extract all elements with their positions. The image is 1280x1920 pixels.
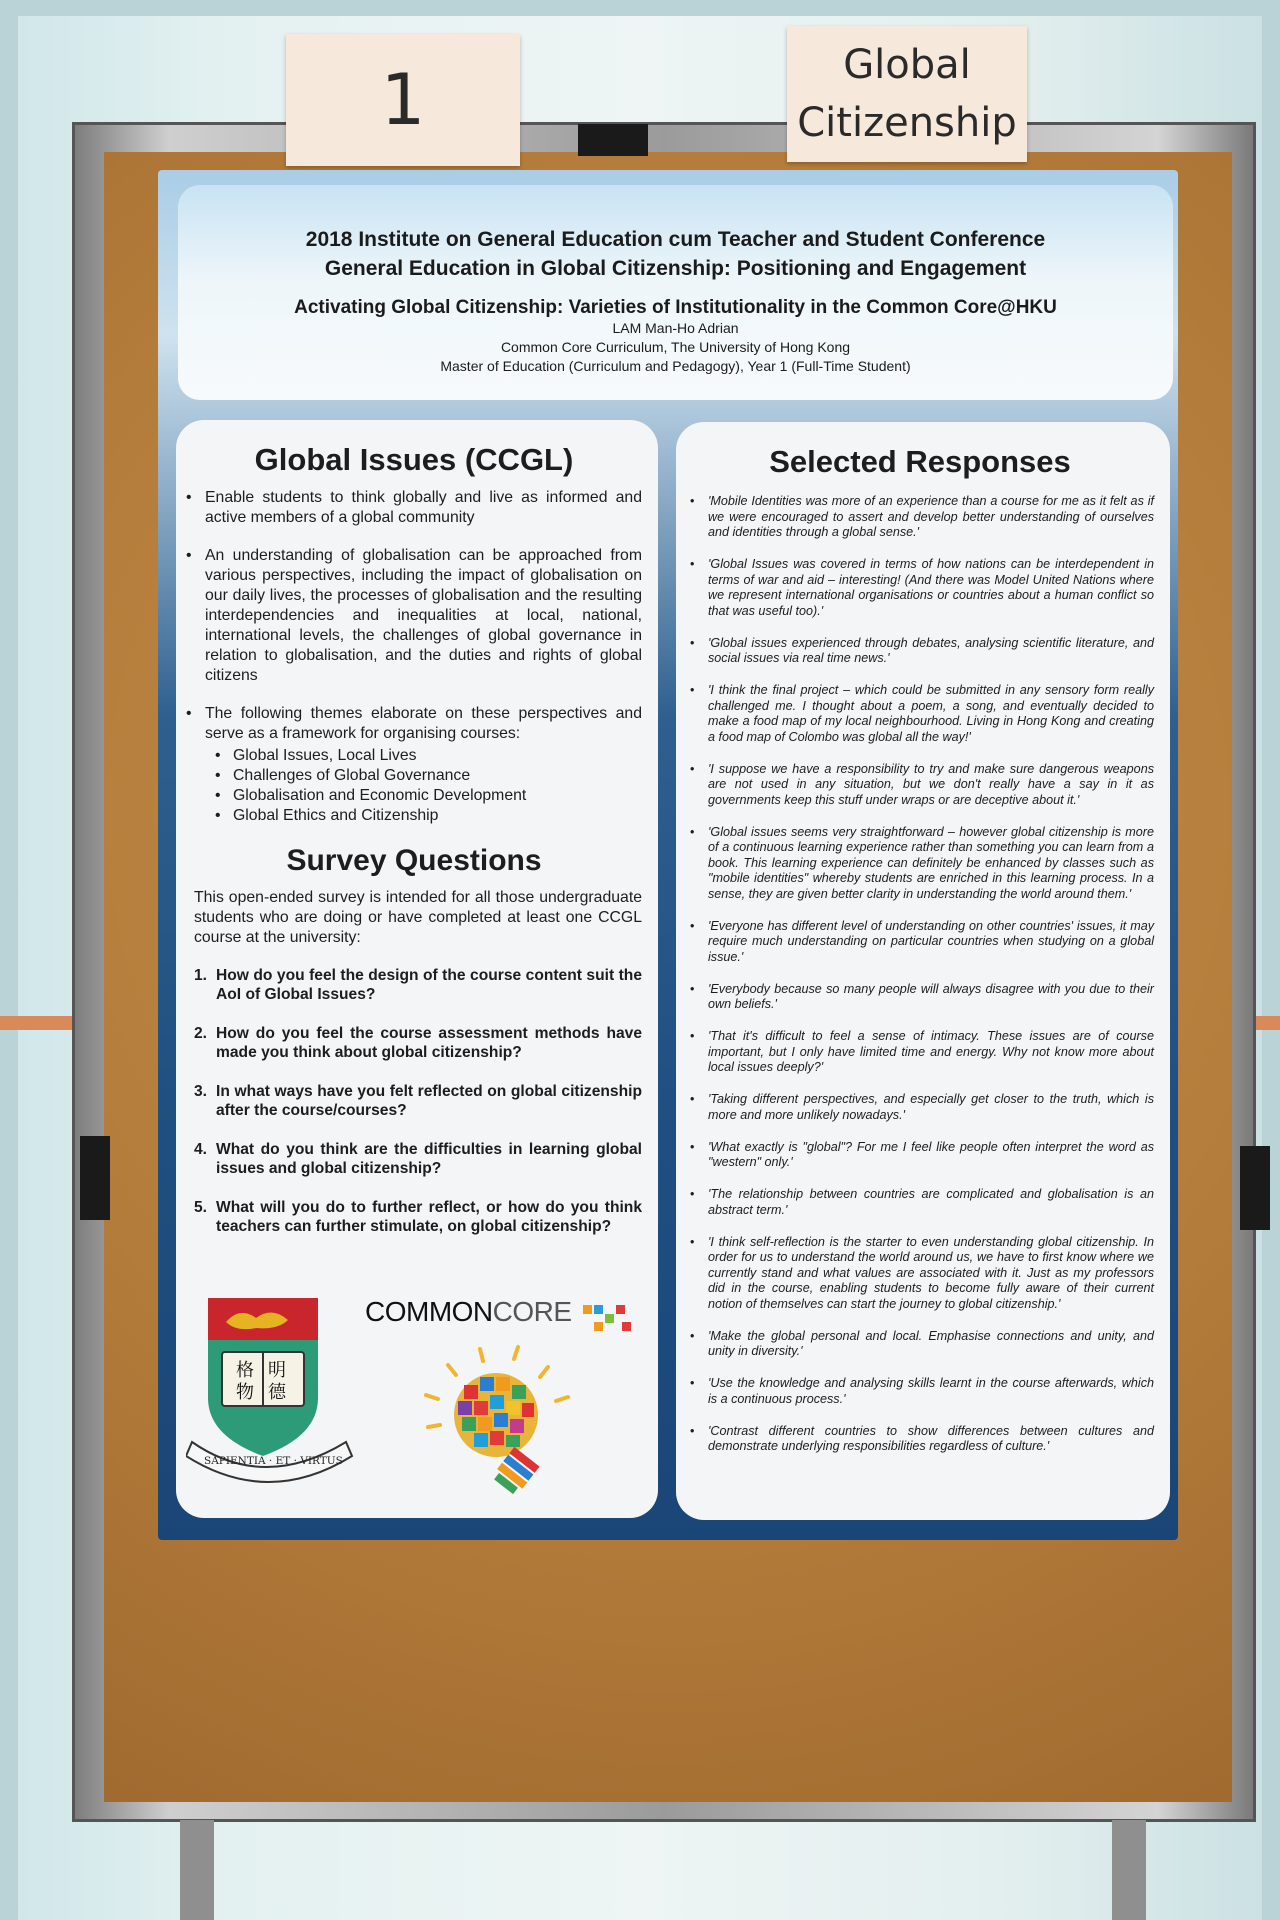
lightbulb-illustration-icon	[418, 1345, 578, 1505]
survey-question: 2. How do you feel the course assessment methods have made you think about global citizenship?	[194, 1025, 642, 1061]
crest-char: 德	[268, 1382, 286, 1403]
response-item: • 'Use the knowledge and analysing skills learnt in the course afterwards, which is a continuous process.'	[686, 1376, 1154, 1407]
response-item: • 'I think the final project – which could be submitted in any sensory form really challenged me. I thought about a poem, a song, and eventually decided to make a food map of my local neighbourhood. Living in Hong Kong and creating a food map of Colombo was global all the way!'	[686, 683, 1154, 745]
author-programme: Master of Education (Curriculum and Pedagogy), Year 1 (Full-Time Student)	[440, 358, 911, 374]
global-issues-bullet: • Enable students to think globally and live as informed and active members of a global community	[186, 488, 642, 528]
commoncore-logo: COMMONCORE	[365, 1296, 572, 1327]
response-item: • 'Taking different perspectives, and especially get closer to the truth, which is more and more unlikely nowadays.'	[686, 1092, 1154, 1123]
response-item: • 'The relationship between countries are complicated and globalisation is an abstract term.'	[686, 1187, 1154, 1218]
themes-list	[205, 746, 642, 826]
response-item: • 'That it's difficult to feel a sense of intimacy. These issues are of course important, but I only have limited time and energy. Why not know more about local issues deeply?'	[686, 1029, 1154, 1076]
board-leg-right	[1112, 1820, 1146, 1920]
conference-title-line1: 2018 Institute on General Education cum Teacher and Student Conference	[305, 228, 1046, 251]
survey-heading: Survey Questions	[286, 844, 542, 877]
window-mullion-right	[1262, 0, 1280, 1920]
handrail-left	[0, 1016, 80, 1030]
poster-number-tag: 1	[286, 34, 520, 166]
crest-char: 明	[268, 1360, 286, 1381]
theme-item: • Global Issues, Local Lives	[205, 746, 642, 766]
right-panel	[676, 422, 1170, 1520]
board-clip-top	[578, 124, 648, 156]
category-tag-line1: Global	[843, 42, 971, 88]
global-issues-heading: Global Issues (CCGL)	[254, 442, 574, 477]
response-item: • 'Global issues experienced through debates, analysing scientific literature, and social issues via real time news.'	[686, 636, 1154, 667]
hku-crest-icon	[186, 1292, 366, 1492]
window-mullion-left	[0, 0, 18, 1920]
responses-list	[686, 494, 1154, 1455]
global-issues-bullet	[186, 704, 642, 826]
response-item: • 'Everybody because so many people will always disagree with you due to their own beliefs.'	[686, 982, 1154, 1013]
survey-question-list	[186, 966, 642, 1236]
response-item: • 'Contrast different countries to show differences between cultures and demonstrate underlying responsibilities regardless of culture.'	[686, 1424, 1154, 1455]
author-affiliation: Common Core Curriculum, The University of Hong Kong	[500, 339, 851, 355]
survey-intro: This open-ended survey is intended for all those undergraduate students who are doing or have completed at least one CCGL course at the university:	[194, 889, 642, 946]
theme-item: • Globalisation and Economic Development	[205, 786, 642, 806]
poster-header	[178, 185, 1173, 400]
response-item: • 'What exactly is "global"? For me I feel like people often interpret the word as "western" only.'	[686, 1140, 1154, 1171]
board-clip-left	[80, 1136, 110, 1220]
category-tag	[787, 26, 1027, 162]
category-tag-line2: Citizenship	[797, 100, 1017, 146]
response-item: • 'I suppose we have a responsibility to try and make sure dangerous weapons are not used in any situation, but we don't really have a say in it as governments keep this stuff under wraps or are deceptive about it.'	[686, 762, 1154, 809]
theme-item: • Challenges of Global Governance	[205, 766, 642, 786]
survey-question: 1. How do you feel the design of the course content suit the AoI of Global Issues?	[194, 967, 642, 1003]
survey-question: 4. What do you think are the difficulties in learning global issues and global citizenship?	[194, 1141, 642, 1177]
response-item: • 'Make the global personal and local. Emphasise connections and unity, and unity in diversity.'	[686, 1329, 1154, 1360]
survey-question: 3. In what ways have you felt reflected on global citizenship after the course/courses?	[194, 1083, 642, 1119]
poster-title: Activating Global Citizenship: Varieties of Institutionality in the Common Core@HKU	[294, 297, 1057, 318]
survey-question: 5. What will you do to further reflect, or how do you think teachers can further stimulate, on global citizenship?	[194, 1199, 642, 1235]
response-item: • 'Mobile Identities was more of an experience than a course for me as it felt as if we were encouraged to assert and develop better understanding of ourselves and identities through a global sense.'	[686, 494, 1154, 541]
response-item: • 'Global Issues was covered in terms of how nations can be interdependent in terms of war and aid – interesting! (And there was Model United Nations where we represent international organisations or countries about a human conflict so that was useful too).'	[686, 557, 1154, 619]
crest-char: 物	[236, 1382, 254, 1403]
conference-title-line2: General Education in Global Citizenship: Positioning and Engagement	[324, 257, 1027, 280]
crest-char: 格	[236, 1360, 254, 1381]
theme-item: • Global Ethics and Citizenship	[205, 806, 642, 826]
selected-responses-heading: Selected Responses	[769, 444, 1071, 479]
crest-motto: SAPIENTIA · ET · VIRTUS	[204, 1455, 343, 1467]
response-item: • 'Everyone has different level of understanding on other countries' issues, it may require much understanding on particular countries when studying on a global issue.'	[686, 919, 1154, 966]
global-issues-bullet: • An understanding of globalisation can be approached from various perspectives, including the impact of globalisation on our daily lives, the processes of globalisation and the resulting interdependencies and inequalities at local, national, international levels, the challenges of global governance in relation to globalisation, and the duties and rights of global citizens	[186, 546, 642, 686]
response-item: • 'I think self-reflection is the starter to even understanding global citizenship. In order for us to understand the world around us, we have to first know where we currently stand and what values are associated with it. Just as my professors did in the course, enabling students to become fully aware of their current notion of themselves can start the journey to global citizenship.'	[686, 1235, 1154, 1313]
themes-intro: The following themes elaborate on these perspectives and serve as a framework for organising courses:	[205, 705, 642, 742]
board-clip-right	[1240, 1146, 1270, 1230]
response-item: • 'Global issues seems very straightforward – however global citizenship is more of a continuous learning experience rather than something you can learn from a book. This learning experience can definitely be enhanced by classes such as "mobile identities" whereby students are enriched in this learning process. In a sense, they are given better clarity in understanding the world around them.'	[686, 825, 1154, 903]
window-transom	[0, 0, 1280, 16]
board-leg-left	[180, 1820, 214, 1920]
global-issues-list	[186, 488, 642, 826]
commoncore-squares-icon	[583, 1305, 631, 1331]
author-name: LAM Man-Ho Adrian	[612, 320, 739, 336]
